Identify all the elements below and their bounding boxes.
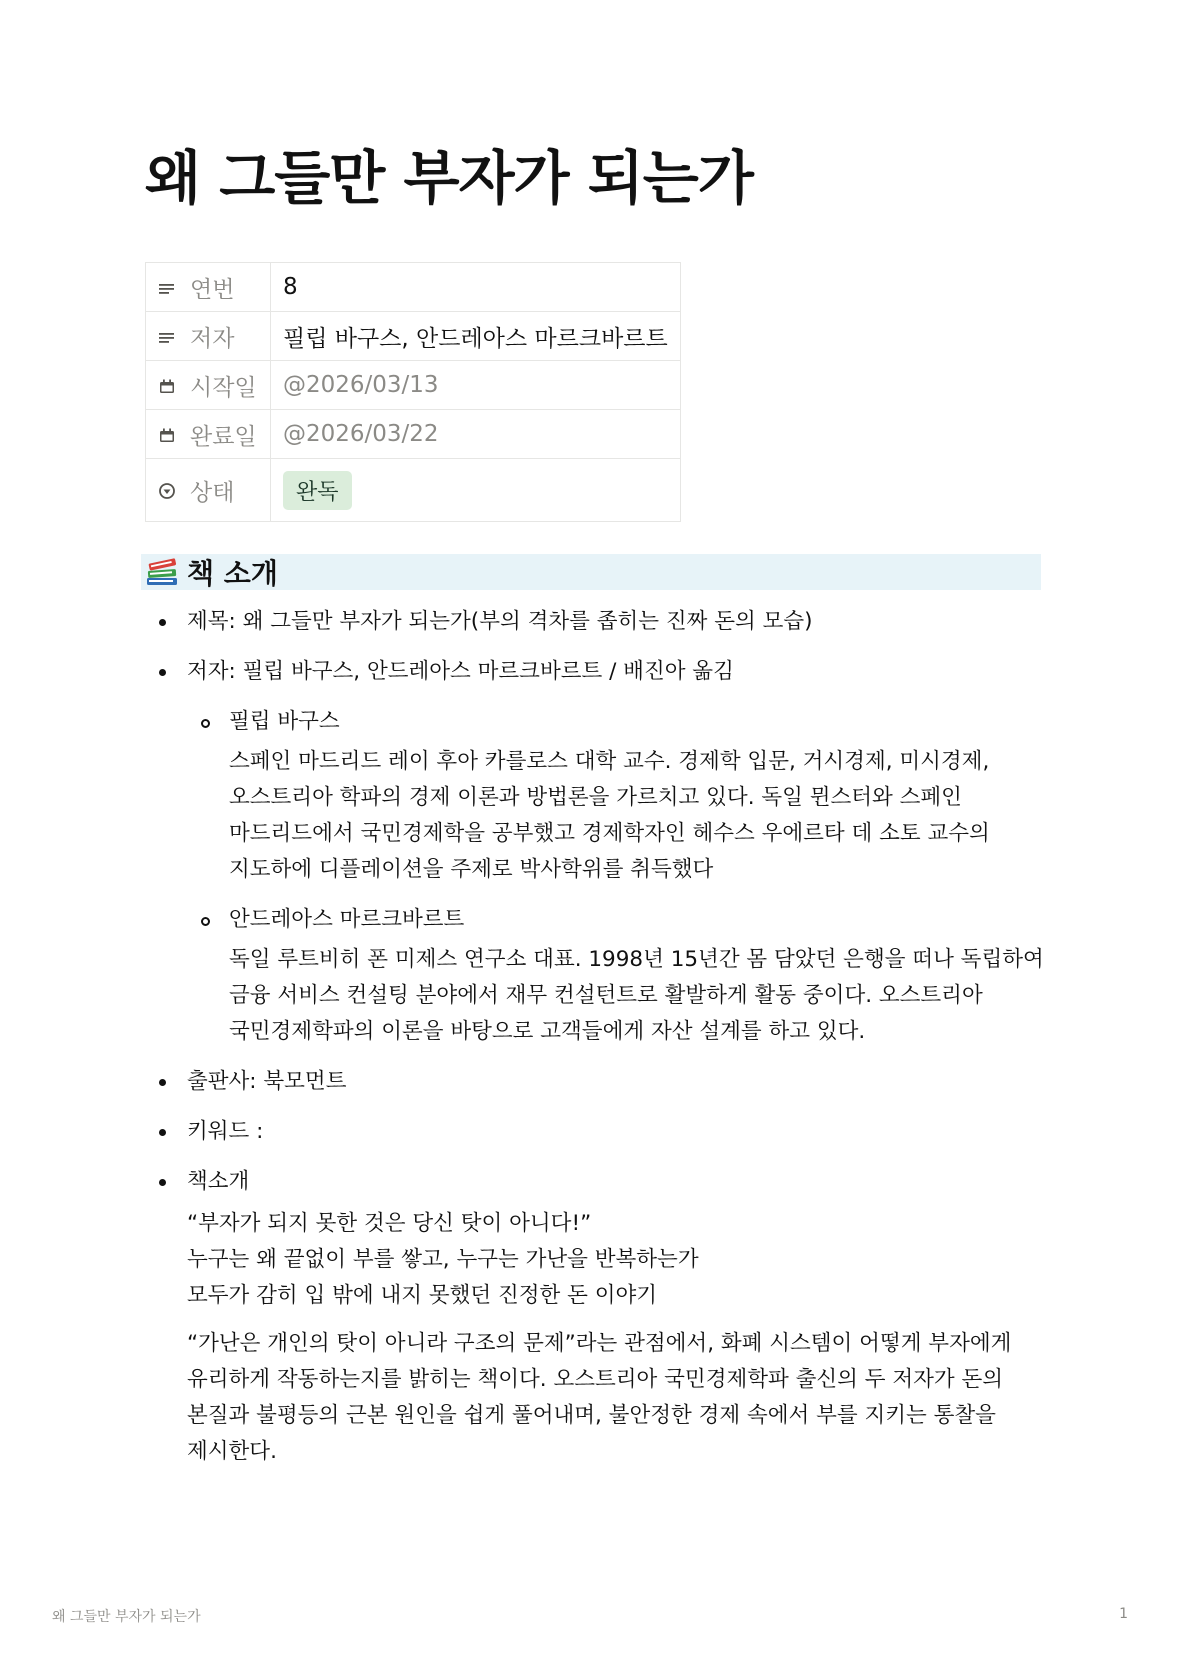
property-value[interactable]: 8	[271, 263, 681, 312]
sublist-item: 안드레아스 마르크바르트	[187, 902, 1050, 938]
section-heading-text: 책 소개	[187, 557, 278, 590]
page-footer	[52, 1606, 1128, 1626]
property-value[interactable]: @2026/03/22	[271, 410, 681, 459]
property-row[interactable]	[146, 263, 681, 312]
page-title: 왜 그들만 부자가 되는가	[145, 144, 753, 212]
quote-block	[187, 1206, 1050, 1314]
text-lines-icon	[158, 279, 176, 297]
list-item: 저자: 필립 바구스, 안드레아스 마르크바르트 / 배진아 옮김	[145, 654, 1050, 690]
footer-title: 왜 그들만 부자가 되는가	[52, 1609, 201, 1625]
property-row[interactable]	[146, 312, 681, 361]
author-sublist	[187, 704, 1050, 1050]
property-row[interactable]	[146, 459, 681, 522]
books-emoji-icon	[145, 557, 179, 587]
summary-paragraph: “가난은 개인의 탓이 아니라 구조의 문제”라는 관점에서, 화폐 시스템이 어떻게 부자에게 유리하게 작동하는지를 밝히는 책이다. 오스트리아 국민경제학파 출신의 두 저자가 돈의 본질과 불평등의 근본 원인을 쉽게 풀어내며, 불안정한 경제 속에서 부를 지키는 통찰을 제시한다.	[187, 1331, 1012, 1464]
status-badge[interactable]: 완독	[283, 471, 352, 510]
property-name-cell	[146, 410, 271, 459]
quote-line: 누구는 왜 끝없이 부를 쌓고, 누구는 가난을 반복하는가	[187, 1247, 699, 1272]
list-item: 출판사: 북모먼트	[145, 1064, 1050, 1100]
property-name-cell	[146, 459, 271, 522]
page-number: 1	[1119, 1606, 1128, 1622]
property-row[interactable]	[146, 361, 681, 410]
calendar-icon	[158, 426, 176, 444]
property-name-cell	[146, 312, 271, 361]
property-name: 시작일	[190, 374, 257, 401]
property-value[interactable]: 필립 바구스, 안드레아스 마르크바르트	[271, 312, 681, 361]
quote-line: “부자가 되지 못한 것은 당신 탓이 아니다!”	[187, 1211, 592, 1236]
properties-table	[145, 262, 681, 522]
property-value-cell[interactable]	[271, 459, 681, 522]
status-icon	[158, 482, 176, 500]
property-name: 상태	[190, 479, 235, 506]
section-heading	[141, 554, 1041, 590]
text-lines-icon	[158, 328, 176, 346]
quote-line: 모두가 감히 입 밖에 내지 못했던 진정한 돈 이야기	[187, 1283, 658, 1308]
list-item: 책소개	[145, 1164, 1050, 1200]
list-item: 키워드 :	[145, 1114, 1050, 1150]
property-name: 연번	[190, 276, 235, 303]
property-value[interactable]: @2026/03/13	[271, 361, 681, 410]
author-bio: 독일 루트비히 폰 미제스 연구소 대표. 1998년 15년간 몸 담았던 은행을 떠나 독립하여 금융 서비스 컨설팅 분야에서 재무 컨설턴트로 활발하게 활동 중이다. 오스트리아 국민경제학파의 이론을 바탕으로 고객들에게 자산 설계를 하고 있다.	[229, 947, 1044, 1044]
list-item: 제목: 왜 그들만 부자가 되는가(부의 격차를 좁히는 진짜 돈의 모습)	[145, 604, 1050, 640]
property-name-cell	[146, 263, 271, 312]
intro-content	[145, 604, 1050, 1482]
property-name: 저자	[190, 325, 235, 352]
property-name: 완료일	[190, 423, 257, 450]
calendar-icon	[158, 377, 176, 395]
author-bio: 스페인 마드리드 레이 후아 카를로스 대학 교수. 경제학 입문, 거시경제, 미시경제, 오스트리아 학파의 경제 이론과 방법론을 가르치고 있다. 독일 뮌스터와 스페인 마드리드에서 국민경제학을 공부했고 경제학자인 헤수스 우에르타 데 소토 교수의 지도하에 디플레이션을 주제로 박사학위를 취득했다	[229, 749, 990, 882]
property-row[interactable]	[146, 410, 681, 459]
property-name-cell	[146, 361, 271, 410]
sublist-item: 필립 바구스	[187, 704, 1050, 740]
